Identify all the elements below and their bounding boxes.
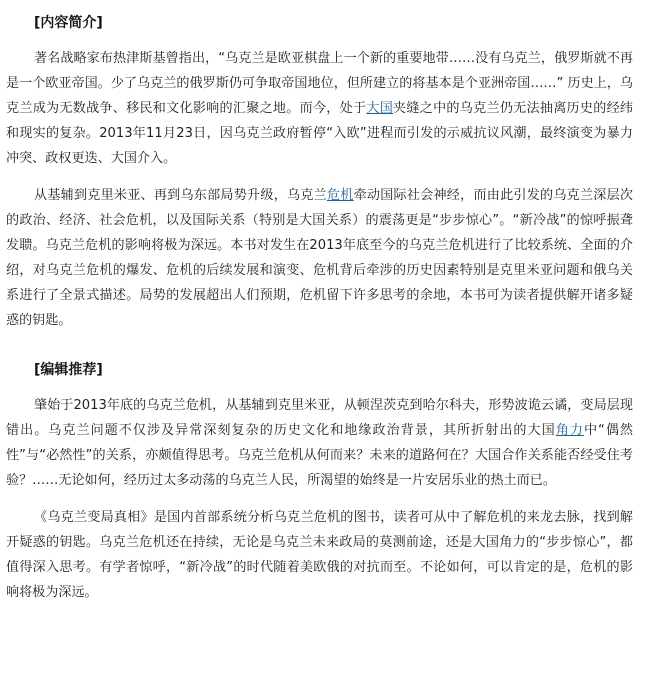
- editor-p1-text-b: 中“偶然性”与“必然性”的关系，亦颇值得思考。乌克兰危机从何而来？未来的道路何在？大国合作关系能否经受住考验？……无论如何，经历过太多动荡的乌克兰人民，所渴望的始终是一片安居乐业的热土而已。: [6, 423, 634, 488]
- intro-paragraph-2: [6, 183, 633, 333]
- intro-p1-text-b: 夹缝之中的乌克兰仍无法抽离历史的经纬和现实的复杂。2013年11月23日，因乌克兰政府暂停“入欧”进程而引发的示威抗议风潮，最终演变为暴力冲突、政权更迭、大国介入。: [6, 101, 634, 166]
- editor-paragraph-2: 《乌克兰变局真相》是国内首部系统分析乌克兰危机的图书，读者可从中了解危机的来龙去脉，找到解开疑惑的钥匙。乌克兰危机还在持续，无论是乌克兰未来政局的莫测前途，还是大国角力的“步步惊心”，都值得深入思考。有学者惊呼，“新冷战”的时代随着美欧俄的对抗而至。不论如何，可以肯定的是，危机的影响将极为深远。: [6, 510, 633, 600]
- link-jueli[interactable]: 角力: [555, 423, 584, 438]
- intro-heading: [内容简介]: [34, 15, 103, 31]
- link-weiji[interactable]: 危机: [326, 188, 354, 203]
- intro-p2-text-b: 牵动国际社会神经，而由此引发的乌克兰深层次的政治、经济、社会危机，以及国际关系（特别是大国关系）的震荡更是“步步惊心”。“新冷战”的惊呼振聋发聩。乌克兰危机的影响将极为深远。本书对发生在2013年底至今的乌克兰危机进行了比较系统、全面的介绍，对乌克兰危机的爆发、危机的后续发展和演变、危机背后牵涉的历史因素特别是克里米亚问题和俄乌关系进行了全景式描述。局势的发展超出人们预期，危机留下许多思考的余地，本书可为读者提供解开诸多疑惑的钥匙。: [6, 188, 634, 328]
- editor-paragraph-1: [6, 393, 633, 493]
- intro-paragraph-1: [6, 46, 633, 171]
- editor-heading: [编辑推荐]: [34, 362, 103, 378]
- editor-p1-text-a: 肇始于2013年底的乌克兰危机，从基辅到克里米亚，从顿涅茨克到哈尔科夫，形势波诡云谲，变局层现错出。乌克兰问题不仅涉及异常深刻复杂的历史文化和地缘政治背景，其所折射出的大国: [6, 398, 633, 438]
- intro-p2-text-a: 从基辅到克里米亚、再到乌东部局势升级，乌克兰: [34, 188, 327, 203]
- link-daguo[interactable]: 大国: [366, 101, 394, 116]
- intro-p1-text-a: 著名战略家布热津斯基曾指出，“乌克兰是欧亚棋盘上一个新的重要地带……没有乌克兰，俄罗斯就不再是一个欧亚帝国。少了乌克兰的俄罗斯仍可争取帝国地位，但所建立的将基本是个亚洲帝国……” 历史上，乌克兰成为无数战争、移民和文化影响的汇聚之地。而今，处于: [6, 51, 633, 116]
